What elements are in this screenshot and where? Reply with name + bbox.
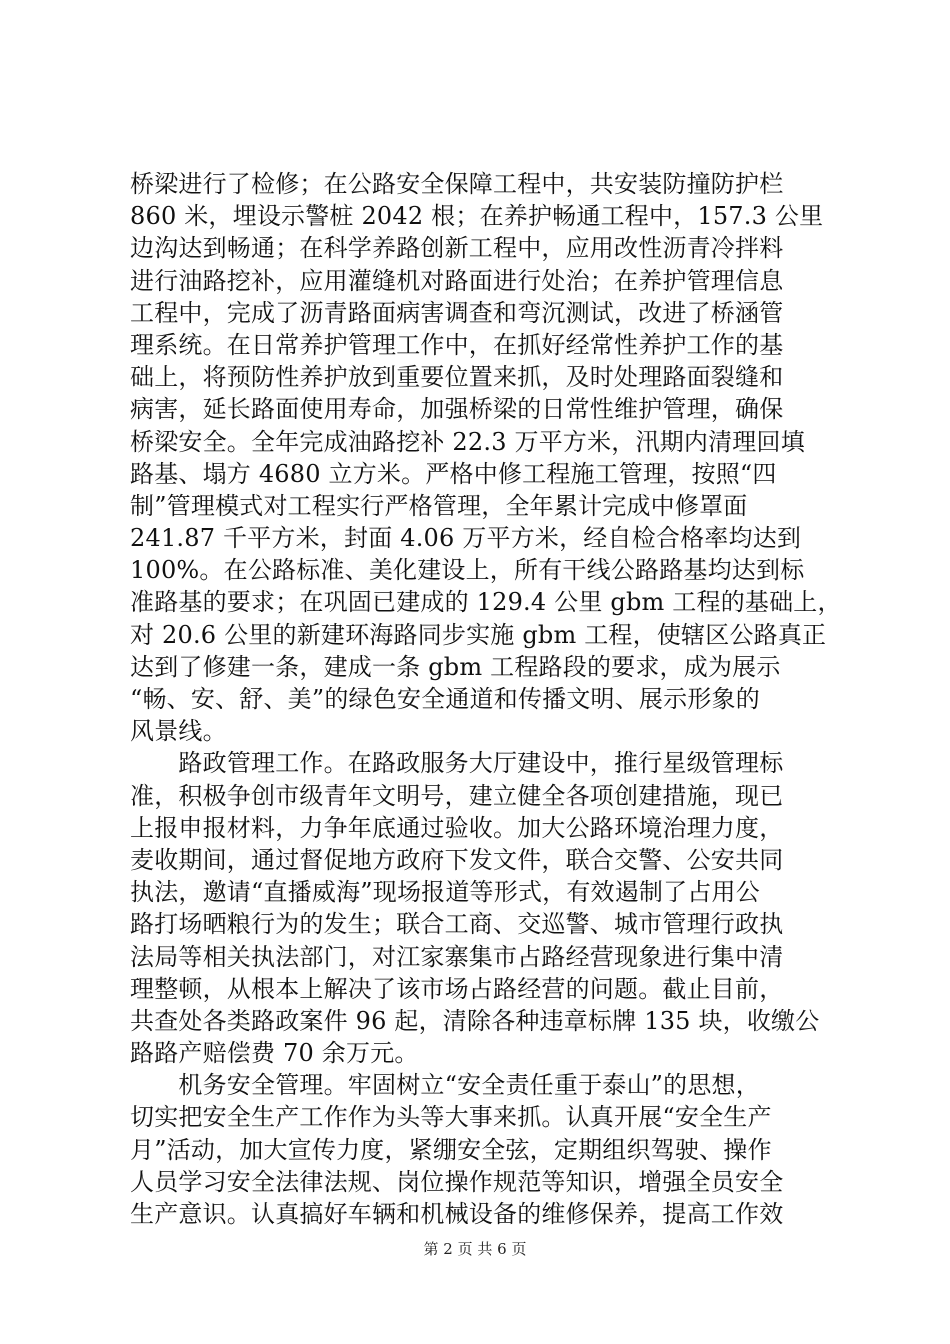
text-line: 执法，邀请“直播威海”现场报道等形式，有效遏制了占用公 [130,878,760,907]
text-line: 月”活动，加大宣传力度，紧绷安全弦，定期组织驾驶、操作 [130,1135,772,1164]
text-line: 路基、塌方 4680 立方米。严格中修工程施工管理，按照“四 [130,459,777,488]
text-line: 准路基的要求；在巩固已建成的 129.4 公里 gbm 工程的基础上， [130,588,842,617]
text-line: 生产意识。认真搞好车辆和机械设备的维修保养，提高工作效 [130,1200,784,1228]
text-line: 共查处各类路政案件 96 起，清除各种违章标牌 135 块，收缴公 [130,1006,820,1035]
text-line: 风景线。 [130,717,227,746]
text-line: 桥梁安全。全年完成油路挖补 22.3 万平方米，汛期内清理回填 [130,427,805,456]
text-line: 理整顿，从根本上解决了该市场占路经营的问题。截止目前， [130,974,784,1003]
text-line: 对 20.6 公里的新建环海路同步实施 gbm 工程，使辖区公路真正 [130,620,827,649]
text-line: 工程中，完成了沥青路面病害调查和弯沉测试，改进了桥涵管 [130,298,784,327]
text-line: 法局等相关执法部门，对江家寨集市占路经营现象进行集中清 [130,942,784,971]
text-line: 准，积极争创市级青年文明号，建立健全各项创建措施，现已 [130,781,784,810]
text-line: 病害，延长路面使用寿命，加强桥梁的日常性维护管理，确保 [130,395,784,424]
body-text [130,168,842,1230]
text-line: 麦收期间，通过督促地方政府下发文件，联合交警、公安共同 [130,845,784,874]
text-line: 路路产赔偿费 70 余万元。 [130,1039,419,1068]
text-line: 100%。在公路标准、美化建设上，所有干线公路路基均达到标 [130,556,805,585]
text-line: 241.87 千平方米，封面 4.06 万平方米，经自检合格率均达到 [130,524,802,553]
text-line: 边沟达到畅通；在科学养路创新工程中，应用改性沥青冷拌料 [130,234,784,263]
page-number: 第 2 页 共 6 页 [423,1240,527,1258]
text-line: 达到了修建一条，建成一条 gbm 工程路段的要求，成为展示 [130,652,781,681]
page-footer [0,1238,950,1259]
text-line: 切实把安全生产工作作为头等大事来抓。认真开展“安全生产 [130,1103,772,1132]
text-line: 路打场晒粮行为的发生；联合工商、交巡警、城市管理行政执 [130,910,784,939]
paragraph-start-line: 路政管理工作。在路政服务大厅建设中，推行星级管理标 [130,749,784,778]
text-line: 桥梁进行了检修；在公路安全保障工程中，共安装防撞防护栏 [130,170,784,198]
text-line: 制”管理模式对工程实行严格管理，全年累计完成中修罩面 [130,491,748,520]
text-line: “畅、安、舒、美”的绿色安全通道和传播文明、展示形象的 [130,685,760,713]
paragraph-start-line: 机务安全管理。牢固树立“安全责任重于泰山”的思想， [130,1071,760,1100]
text-line: 上报申报材料，力争年底通过验收。加大公路环境治理力度， [130,813,784,842]
text-line: 理系统。在日常养护管理工作中，在抓好经常性养护工作的基 [130,330,784,359]
text-line: 860 米，埋设示警桩 2042 根；在养护畅通工程中，157.3 公里 [130,202,824,231]
text-line: 进行油路挖补，应用灌缝机对路面进行处治；在养护管理信息 [130,266,784,295]
text-line: 人员学习安全法律法规、岗位操作规范等知识，增强全员安全 [130,1167,784,1196]
text-line: 础上，将预防性养护放到重要位置来抓，及时处理路面裂缝和 [130,363,784,392]
